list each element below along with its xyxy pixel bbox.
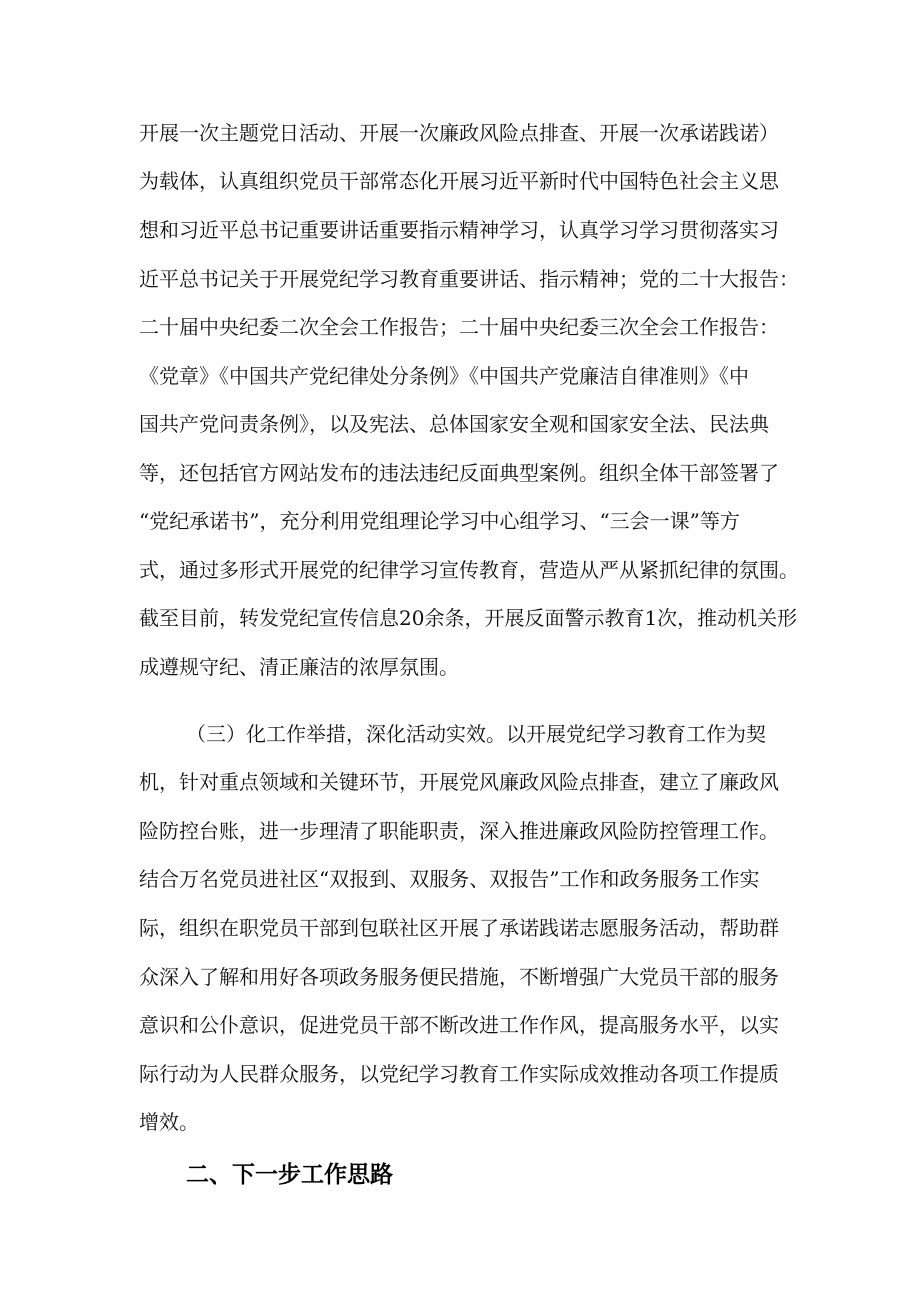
paragraph-line: 二十届中央纪委二次全会工作报告；二十届中央纪委三次全会工作报告： [139, 315, 779, 339]
paragraph-line: 式，通过多形式开展党的纪律学习宣传教育，营造从严从紧抓纪律的氛围。 [139, 558, 799, 582]
paragraph-line: 截至目前，转发党纪宣传信息20余条，开展反面警示教育1次，推动机关形 [139, 606, 798, 630]
section-heading: 二、下一步工作思路 [186, 1162, 393, 1188]
paragraph-line: 近平总书记关于开展党纪学习教育重要讲话、指示精神；党的二十大报告： [139, 267, 799, 291]
paragraph-line: 机，针对重点领域和关键环节，开展党风廉政风险点排查，建立了廉政风 [139, 770, 779, 794]
paragraph-line: 际行动为人民群众服务，以党纪学习教育工作实际成效推动各项工作提质 [139, 1062, 779, 1086]
paragraph-line: 险防控台账，进一步理清了职能职责，深入推进廉政风险防控管理工作。 [139, 819, 779, 843]
paragraph-line: “党纪承诺书”，充分利用党组理论学习中心组学习、“三会一课”等方 [139, 509, 740, 533]
paragraph-line: 等，还包括官方网站发布的违法违纪反面典型案例。组织全体干部签署了 [139, 461, 779, 485]
paragraph-line: 想和习近平总书记重要讲话重要指示精神学习，认真学习学习贯彻落实习 [139, 218, 779, 242]
paragraph-line: 众深入了解和用好各项政务服务便民措施，不断增强广大党员干部的服务 [139, 965, 779, 989]
paragraph-line: 为载体，认真组织党员干部常态化开展习近平新时代中国特色社会主义思 [139, 169, 779, 193]
paragraph-line: 成遵规守纪、清正廉洁的浓厚氛围。 [139, 655, 459, 679]
paragraph-line: 际，组织在职党员干部到包联社区开展了承诺践诺志愿服务活动，帮助群 [139, 916, 779, 940]
paragraph-line: 结合万名党员进社区“双报到、双服务、双报告”工作和政务服务工作实 [139, 867, 760, 891]
paragraph-line: （三）化工作举措，深化活动实效。以开展党纪学习教育工作为契 [186, 722, 766, 746]
paragraph-line: 意识和公仆意识，促进党员干部不断改进工作作风，提高服务水平，以实 [139, 1013, 779, 1037]
paragraph-line: 国共产党问责条例》，以及宪法、总体国家安全观和国家安全法、民法典 [139, 412, 769, 436]
paragraph-line: 增效。 [139, 1110, 199, 1134]
paragraph-line: 开展一次主题党日活动、开展一次廉政风险点排查、开展一次承诺践诺） [139, 121, 779, 145]
paragraph-line: 《党章》《中国共产党纪律处分条例》《中国共产党廉洁自律准则》《中 [139, 364, 749, 388]
